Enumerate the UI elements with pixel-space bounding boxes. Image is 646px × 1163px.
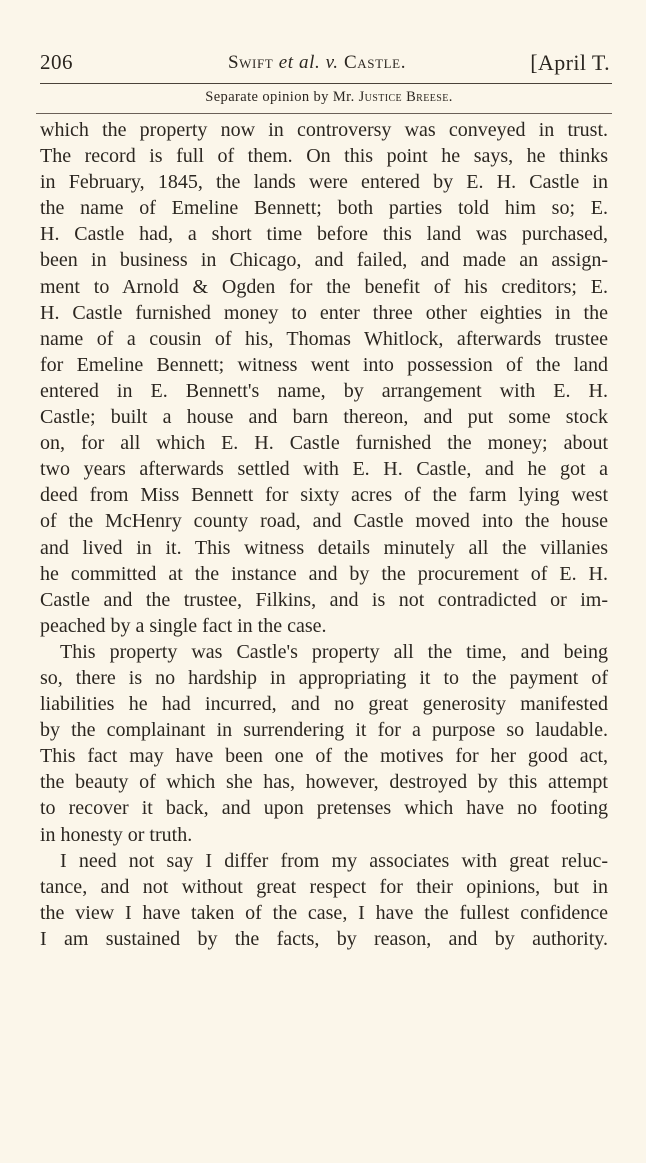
text-line: tance, and not without great respect for their opinions, but in	[40, 875, 608, 898]
page-number: 206	[40, 50, 73, 74]
text-line: for Emeline Bennett; witness went into possession of the land	[40, 353, 608, 376]
text-line: by the complainant in surrendering it for a purpose so laudable.	[40, 719, 608, 742]
text-line: H. Castle furnished money to enter three other eighties in the	[40, 301, 608, 324]
subheading-text: Separate opinion by Mr.	[205, 89, 355, 105]
text-line: so, there is no hardship in appropriating it to the payment of	[40, 666, 608, 689]
text-line: This property was Castle's property all the time, and being	[60, 640, 608, 663]
subheading-justice: Justice Breese.	[358, 89, 453, 105]
text-line: the name of Emeline Bennett; both parties told him so; E.	[40, 197, 608, 220]
text-line: I need not say I differ from my associates with great reluc-	[60, 849, 608, 872]
text-line: I am sustained by the facts, by reason, and by authority.	[40, 927, 608, 950]
text-line: the view I have taken of the case, I have the fullest confidence	[40, 901, 608, 924]
text-line: liabilities he had incurred, and no great generosity manifested	[40, 693, 608, 716]
text-line: This fact may have been one of the motives for her good act,	[40, 745, 608, 768]
case-title-connector: et al. v.	[278, 52, 339, 73]
text-line: on, for all which E. H. Castle furnished the money; about	[40, 432, 608, 455]
text-line: in honesty or truth.	[40, 823, 193, 846]
text-line: peached by a single fact in the case.	[40, 614, 327, 637]
text-line: The record is full of them. On this point he says, he thinks	[40, 145, 608, 168]
text-line: Castle and the trustee, Filkins, and is not contradicted or im-	[40, 588, 608, 611]
text-line: to recover it back, and upon pretenses which have no footing	[40, 797, 608, 820]
subheading-rule	[36, 113, 612, 114]
text-line: been in business in Chicago, and failed, and made an assign-	[40, 249, 608, 272]
term-label: [April T.	[530, 50, 610, 75]
text-line: name of a cousin of his, Thomas Whitlock, afterwards trustee	[40, 327, 608, 350]
text-line: Castle; built a house and barn thereon, and put some stock	[40, 406, 608, 429]
case-title-defendant: Castle.	[343, 52, 407, 73]
text-line: deed from Miss Bennett for sixty acres of the farm lying west	[40, 484, 608, 507]
text-line: which the property now in controversy was conveyed in trust.	[40, 119, 608, 141]
text-line: ment to Arnold & Ogden for the benefit of his creditors; E.	[40, 275, 608, 298]
case-title	[228, 52, 406, 74]
opinion-subheading	[0, 89, 646, 106]
text-line: of the McHenry county road, and Castle moved into the house	[40, 510, 608, 533]
case-title-party: Swift	[228, 52, 274, 73]
text-line: two years afterwards settled with E. H. Castle, and he got a	[40, 458, 608, 481]
header-rule	[40, 83, 612, 84]
text-line: H. Castle had, a short time before this land was purchased,	[40, 223, 608, 246]
text-line: in February, 1845, the lands were entered by E. H. Castle in	[40, 171, 608, 194]
text-line: entered in E. Bennett's name, by arrangement with E. H.	[40, 379, 608, 402]
opinion-body	[40, 117, 608, 952]
running-head	[40, 50, 610, 82]
text-line: he committed at the instance and by the procurement of E. H.	[40, 562, 608, 585]
text-line: and lived in it. This witness details minutely all the villanies	[40, 536, 608, 559]
text-line: the beauty of which she has, however, destroyed by this attempt	[40, 771, 608, 794]
